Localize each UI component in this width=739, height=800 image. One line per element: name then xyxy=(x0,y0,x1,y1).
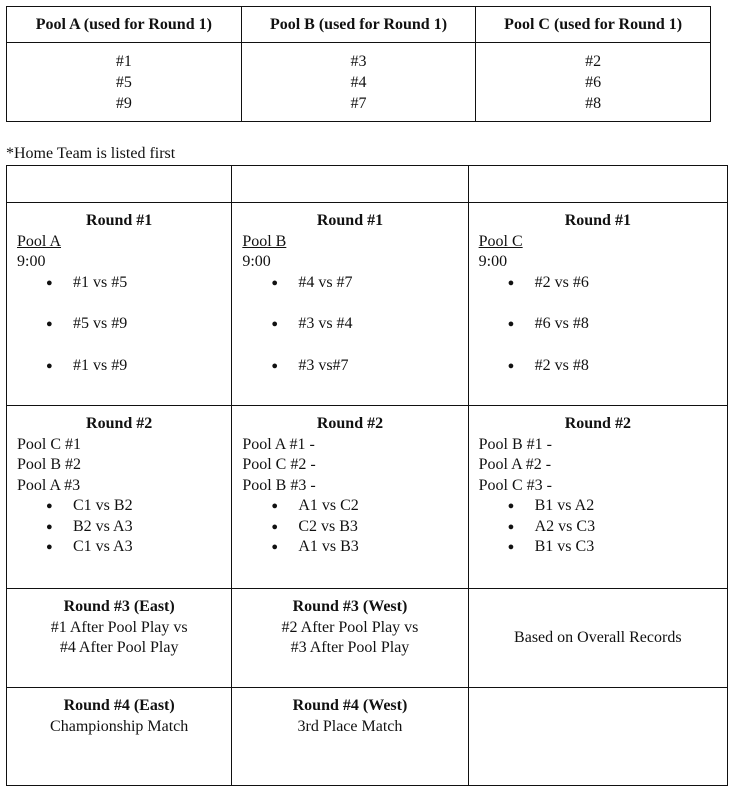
home-team-note: *Home Team is listed first xyxy=(6,145,176,162)
game-list xyxy=(17,273,221,377)
empty-cell xyxy=(7,166,232,203)
round4-east-cell xyxy=(7,688,232,786)
round-title: Round #4 (East) xyxy=(63,697,175,714)
round2-cell-3 xyxy=(468,406,727,589)
pool-a-teams xyxy=(7,43,242,122)
game-item: ● C1 vs A3 xyxy=(73,537,221,558)
pool-a-header: Pool A (used for Round 1) xyxy=(7,7,242,43)
round1-pool-a-cell xyxy=(7,203,232,406)
seed-line: Pool A #2 - xyxy=(478,456,552,473)
round3-east-cell xyxy=(7,589,232,688)
game-time: 9:00 xyxy=(17,253,46,270)
team-seed: #9 xyxy=(115,94,132,112)
schedule-table xyxy=(6,165,728,786)
round-title: Round #1 xyxy=(316,212,384,229)
game-item: ● #2 vs #6 xyxy=(535,273,717,294)
round-title: Round #2 xyxy=(86,415,153,432)
empty-cell xyxy=(468,166,727,203)
schedule-empty-row xyxy=(7,166,728,203)
round-title: Round #2 xyxy=(316,415,384,432)
team-seed: #3 xyxy=(350,52,367,70)
game-list xyxy=(242,496,457,558)
seed-line: Pool C #3 - xyxy=(478,476,552,494)
team-seed: #4 xyxy=(350,73,367,91)
team-seed: #8 xyxy=(585,94,602,112)
game-time: 9:00 xyxy=(242,253,271,270)
game-item: ● #1 vs #9 xyxy=(73,356,221,377)
game-time: 9:00 xyxy=(478,253,508,270)
game-list xyxy=(242,273,457,377)
game-item: ● #3 vs #4 xyxy=(298,314,457,335)
game-item: ● B1 vs A2 xyxy=(535,496,717,517)
game-list xyxy=(479,273,717,377)
seed-line: Pool B #2 xyxy=(17,456,82,473)
round2-cell-2 xyxy=(232,406,468,589)
game-item: ● C2 vs B3 xyxy=(298,517,457,538)
game-item: ● A2 vs C3 xyxy=(535,517,717,538)
pools-teams-row xyxy=(7,43,711,122)
game-item: ● #3 vs#7 xyxy=(298,356,457,377)
round-title: Round #3 (East) xyxy=(63,598,175,615)
team-seed: #1 xyxy=(115,52,132,70)
match-name: Championship Match xyxy=(50,717,189,735)
game-list xyxy=(17,496,221,558)
round2-row xyxy=(7,406,728,589)
pool-b-header: Pool B (used for Round 1) xyxy=(241,7,476,43)
round-title: Round #2 xyxy=(564,415,631,432)
team-seed: #7 xyxy=(350,94,367,112)
team-seed: #5 xyxy=(115,73,132,91)
game-item: ● A1 vs B3 xyxy=(298,537,457,558)
game-item: ● #1 vs #5 xyxy=(73,273,221,294)
empty-cell xyxy=(232,166,468,203)
matchup-line: #4 After Pool Play xyxy=(59,639,179,656)
game-item: ● C1 vs B2 xyxy=(73,496,221,517)
round1-pool-c-cell xyxy=(468,203,727,406)
pools-table xyxy=(6,6,711,122)
game-item: ● #5 vs #9 xyxy=(73,314,221,335)
pool-label: Pool A xyxy=(17,232,62,250)
seed-line: Pool B #1 - xyxy=(478,435,552,453)
game-item: ● #4 vs #7 xyxy=(298,273,457,294)
round1-row xyxy=(7,203,728,406)
game-item: ● #2 vs #8 xyxy=(535,356,717,377)
pool-c-teams xyxy=(476,43,711,122)
round-title: Round #4 (West) xyxy=(292,697,408,714)
pool-c-header: Pool C (used for Round 1) xyxy=(476,7,711,43)
game-item: ● A1 vs C2 xyxy=(298,496,457,517)
seed-line: Pool A #1 - xyxy=(242,435,315,453)
round3-west-cell xyxy=(232,589,468,688)
round3-records-cell xyxy=(468,589,727,688)
pools-header-row xyxy=(7,7,711,43)
round-title: Round #3 (West) xyxy=(292,598,408,615)
round3-row xyxy=(7,589,728,688)
pool-label: Pool C xyxy=(478,232,523,250)
game-list xyxy=(479,496,717,558)
round-title: Round #1 xyxy=(564,212,631,229)
matchup-line: #3 After Pool Play xyxy=(290,639,410,656)
pool-b-teams xyxy=(241,43,476,122)
game-item: ● #6 vs #8 xyxy=(535,314,717,335)
round4-west-cell xyxy=(232,688,468,786)
match-name: 3rd Place Match xyxy=(297,717,403,735)
empty-cell xyxy=(468,688,727,786)
seed-line: Pool C #2 - xyxy=(242,456,316,473)
round2-cell-1 xyxy=(7,406,232,589)
matchup-line: #2 After Pool Play vs xyxy=(281,618,419,636)
seed-line: Pool A #3 xyxy=(17,476,81,494)
round4-row xyxy=(7,688,728,786)
round-title: Round #1 xyxy=(86,212,153,229)
game-item: ● B2 vs A3 xyxy=(73,517,221,538)
team-seed: #2 xyxy=(585,52,602,70)
round1-pool-b-cell xyxy=(232,203,468,406)
seed-line: Pool C #1 xyxy=(17,435,82,453)
team-seed: #6 xyxy=(585,73,602,91)
matchup-line: #1 After Pool Play vs xyxy=(50,618,188,636)
pool-label: Pool B xyxy=(242,232,287,250)
records-note: Based on Overall Records xyxy=(514,629,682,646)
seed-line: Pool B #3 - xyxy=(242,476,316,494)
game-item: ● B1 vs C3 xyxy=(535,537,717,558)
